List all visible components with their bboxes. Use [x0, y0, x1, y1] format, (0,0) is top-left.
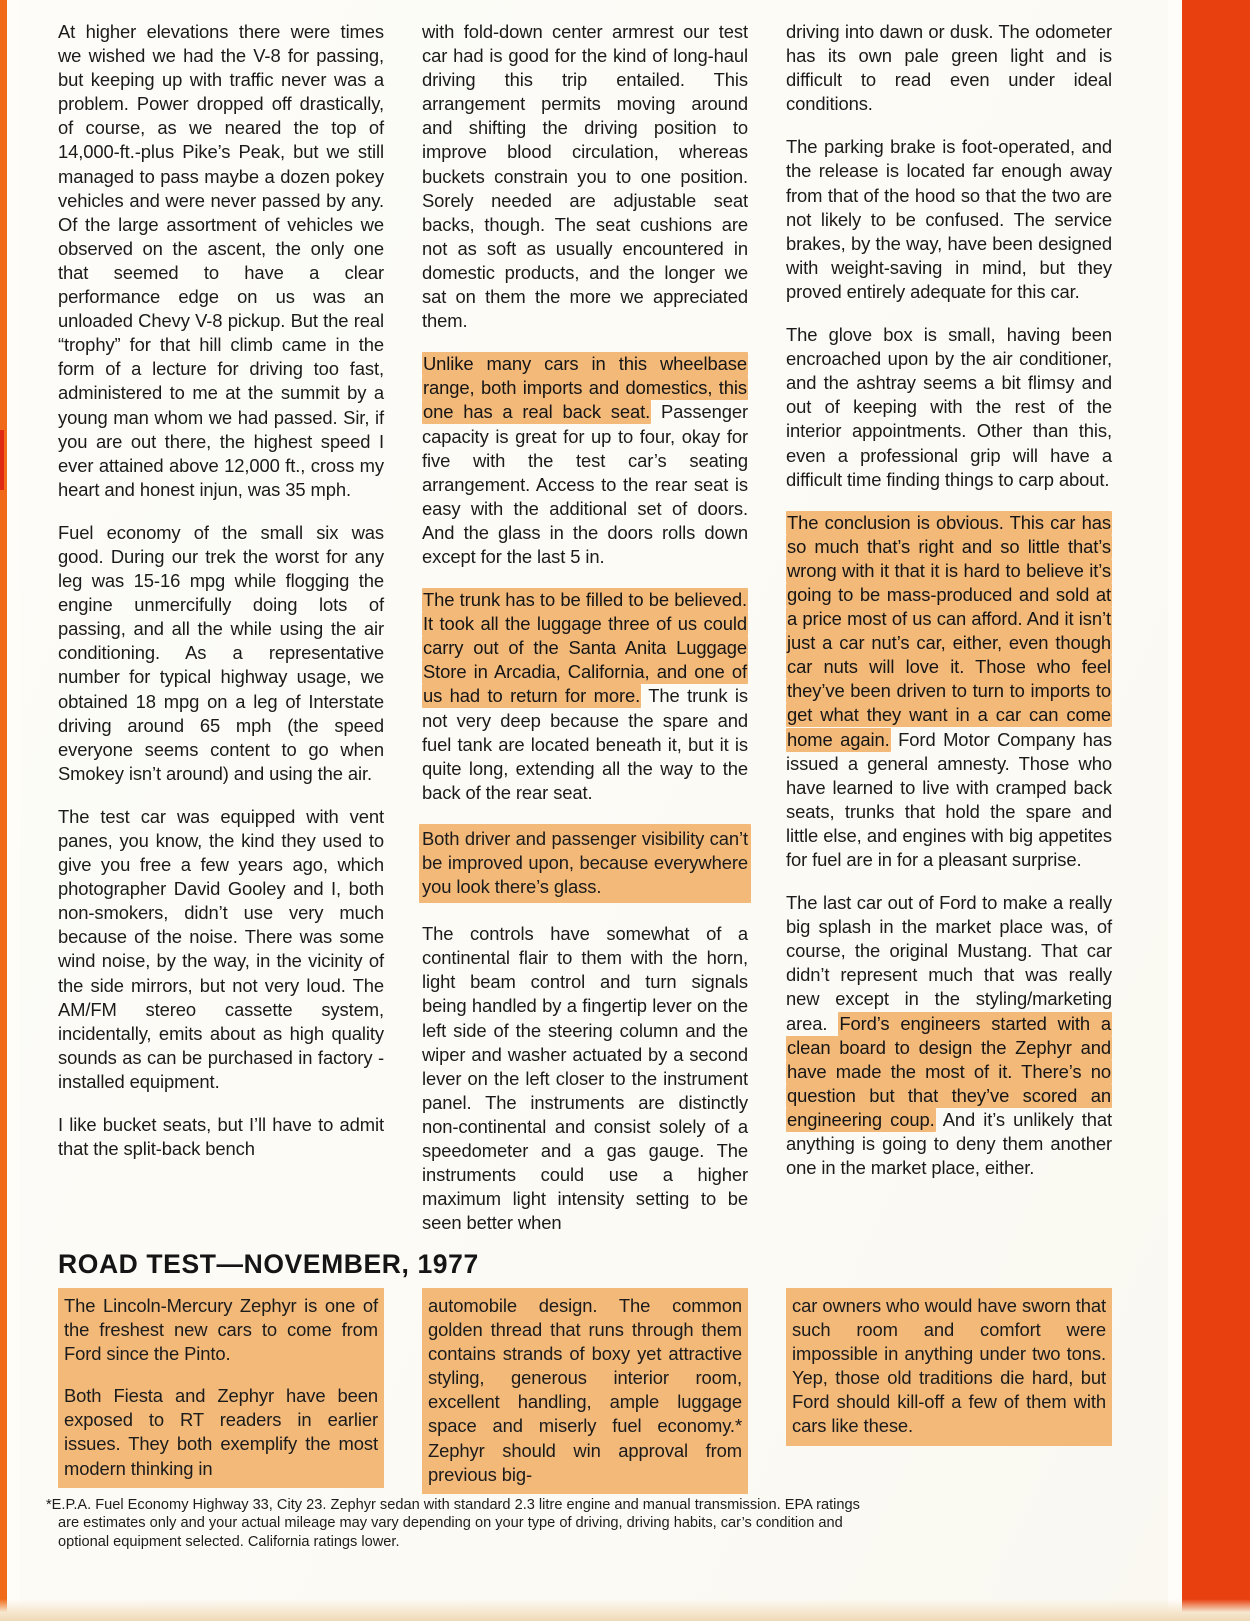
paragraph: The test car was equipped with vent panes, you know, the kind they used to give you free a few years ago, which photographer David Gooley and I, both non-smokers, didn’t use very much because of the noise. There was some wind noise, by the way, in the vicinity of the side mirrors, but not very loud. The AM/FM stereo cassette system, incidentally, emits about as high quality sounds as can be purchased in factory - installed equipment. [58, 805, 384, 1092]
column-2 [422, 20, 748, 1235]
article-columns [58, 20, 1113, 1235]
highlighted-summary-box [786, 1288, 1112, 1446]
highlighted-passage: Unlike many cars in this wheelbase range, both imports and domestics, this one has a real back seat. [423, 353, 747, 423]
highlighted-summary-box [422, 1288, 748, 1494]
highlighted-passage: The conclusion is obvious. This car has so much that’s right and so little that’s wrong with it that it is hard to believe it’s going to be mass-produced and sold at a price most of us can afford. And it isn’t just a car nut’s car, either, even though car nuts will love it. Those who feel they’ve been driven to turn to imports to get what they want in a car can come home again. [787, 511, 1111, 750]
section-headline: ROAD TEST—NOVEMBER, 1977 [58, 1249, 479, 1279]
paragraph: The parking brake is foot-operated, and the release is located far enough away from that of the hood so that the two are not likely to be confused. The service brakes, by the way, have been designed with weight-saving in mind, but they proved entirely adequate for this car. [786, 136, 1112, 302]
fully-highlighted-paragraph: Both driver and passenger visibility can’t be improved upon, because everywhere you look there’s glass. [419, 824, 751, 903]
paragraph-with-highlight [786, 891, 1112, 1180]
bottom-edge-shadow [0, 1599, 1250, 1621]
bottom-column-2 [422, 1288, 748, 1494]
paragraph-with-highlight [422, 352, 748, 569]
right-edge-white-margin [1168, 0, 1182, 1621]
left-edge-orange-stripe [0, 0, 7, 1621]
paragraph-remainder: Ford Motor Company has issued a general amnesty. Those who have learned to live with cramped back seats, trunks that hold the spare and little else, and engines with big appetites for fuel are in for a pleasant surprise. [786, 728, 1112, 870]
paragraph: At higher elevations there were times we wished we had the V-8 for passing, but keeping up with traffic never was a problem. Power dropped off drastically, of course, as we neared the top of 14,000-ft.-plus Pike’s Peak, but we still managed to pass maybe a dozen pokey vehicles and were never passed by any. Of the large assortment of vehicles we observed on the ascent, the only one that seemed to have a clear performance edge on us was an unloaded Chevy V-8 pickup. But the real “trophy” for that hill climb came in the form of a lecture for driving too fast, administered to me at the summit by a young man whom we had passed. Sir, if you are out there, the highest speed I ever attained above 12,000 ft., cross my heart and honest injun, was 35 mph. [58, 21, 384, 500]
highlighted-passage: The trunk has to be filled to be believed. It took all the luggage three of us could carry out of the Santa Anita Luggage Store in Arcadia, California, and one of us had to return for more. [423, 589, 747, 707]
paragraph: The Lincoln-Mercury Zephyr is one of the freshest new cars to come from Ford since the Pinto. [64, 1295, 378, 1365]
bottom-column-1 [58, 1288, 384, 1488]
footnote-line-1: *E.P.A. Fuel Economy Highway 33, City 23. Zephyr sedan with standard 2.3 litre engine and manual transmission. EPA ratings [46, 1497, 860, 1513]
highlighted-passage: Ford’s engineers started with a clean board to design the Zephyr and have made the most of it. There’s no question but that they’ve scored an engineering coup. [787, 1012, 1111, 1130]
paragraph: Fuel economy of the small six was good. During our trek the worst for any leg was 15-16 mpg while flogging the engine unmercifully doing lots of passing, and all the while using the air conditioning. As a representative number for typical highway usage, we obtained 18 mpg on a leg of Interstate driving around 65 mph (the speed everyone seems content to go when Smokey isn’t around) and using the air. [58, 521, 384, 784]
paragraph-with-highlight [786, 511, 1112, 872]
left-edge-red-mark [0, 430, 4, 490]
paragraph: car owners who would have sworn that such room and comfort were impossible in anything under two tons. Yep, those old traditions die hard, but Ford should kill-off a few of them with cars like these. [792, 1295, 1106, 1437]
footnote [46, 1496, 1106, 1551]
paragraph: The glove box is small, having been encroached upon by the air conditioner, and the ashtray seems a bit flimsy and out of keeping with the rest of the interior appointments. Other than this, even a professional grip will have a difficult time finding things to carp about. [786, 324, 1112, 490]
paragraph: driving into dawn or dusk. The odometer has its own pale green light and is difficult to read even under ideal conditions. [786, 21, 1112, 115]
paragraph: with fold-down center armrest our test car had is good for the kind of long-haul driving this trip entailed. This arrangement permits moving around and shifting the driving position to improve blood circulation, whereas buckets constrain you to one position. Sorely needed are adjustable seat backs, though. The seat cushions are not as soft as usually encountered in domestic products, and the longer we sat on them the more we appreciated them. [422, 21, 748, 332]
paragraph-remainder: The trunk is not very deep because the spare and fuel tank are located beneath it, but it is quite long, extending all the way to the back of the rear seat. [422, 685, 749, 803]
paragraph: I like bucket seats, but I’ll have to admit that the split-back bench [58, 1114, 384, 1160]
paragraph-lead: The last car out of Ford to make a really big splash in the market place was, of course, the original Mustang. That car didn’t represent much that was really new except in the styling/marketing area. [786, 892, 1112, 1034]
left-edge-white-margin [7, 0, 20, 1621]
paragraph-with-highlight [422, 588, 748, 805]
bottom-column-3 [786, 1288, 1112, 1446]
paragraph-remainder: Passenger capacity is great for up to four, okay for five with the test car’s seating arrangement. Access to the rear seat is easy with the additional set of doors. And the glass in the doors rolls down except for the last 5 in. [422, 401, 748, 567]
paragraph: Both Fiesta and Zephyr have been exposed to RT readers in earlier issues. They both exemplify the most modern thinking in [64, 1385, 378, 1479]
footnote-line-2: are estimates only and your actual mileage may vary depending on your type of driving, driving habits, car’s condition and [58, 1515, 843, 1532]
paragraph-remainder: And it’s unlikely that anything is going to deny them another one in the market place, either. [786, 1108, 1112, 1179]
highlighted-summary-box [58, 1288, 384, 1488]
summary-blocks [58, 1288, 1113, 1494]
paragraph: The controls have somewhat of a continental flair to them with the horn, light beam control and turn signals being handled by a fingertip lever on the left side of the steering column and the wiper and washer actuated by a second lever on the left closer to the instrument panel. The instruments are distinctly non-continental and consist solely of a speedometer and a gas gauge. The instruments could use a higher maximum light intensity setting to be seen better when [422, 923, 748, 1234]
column-3 [786, 20, 1112, 1180]
footnote-line-3: optional equipment selected. California ratings lower. [58, 1533, 400, 1550]
paragraph: automobile design. The common golden thread that runs through them contains strands of boxy yet attractive styling, generous interior room, excellent handling, ample luggage space and miserly fuel economy.* Zephyr should win approval from previous big- [428, 1295, 742, 1485]
column-1 [58, 20, 384, 1161]
right-edge-red-band [1182, 0, 1250, 1621]
